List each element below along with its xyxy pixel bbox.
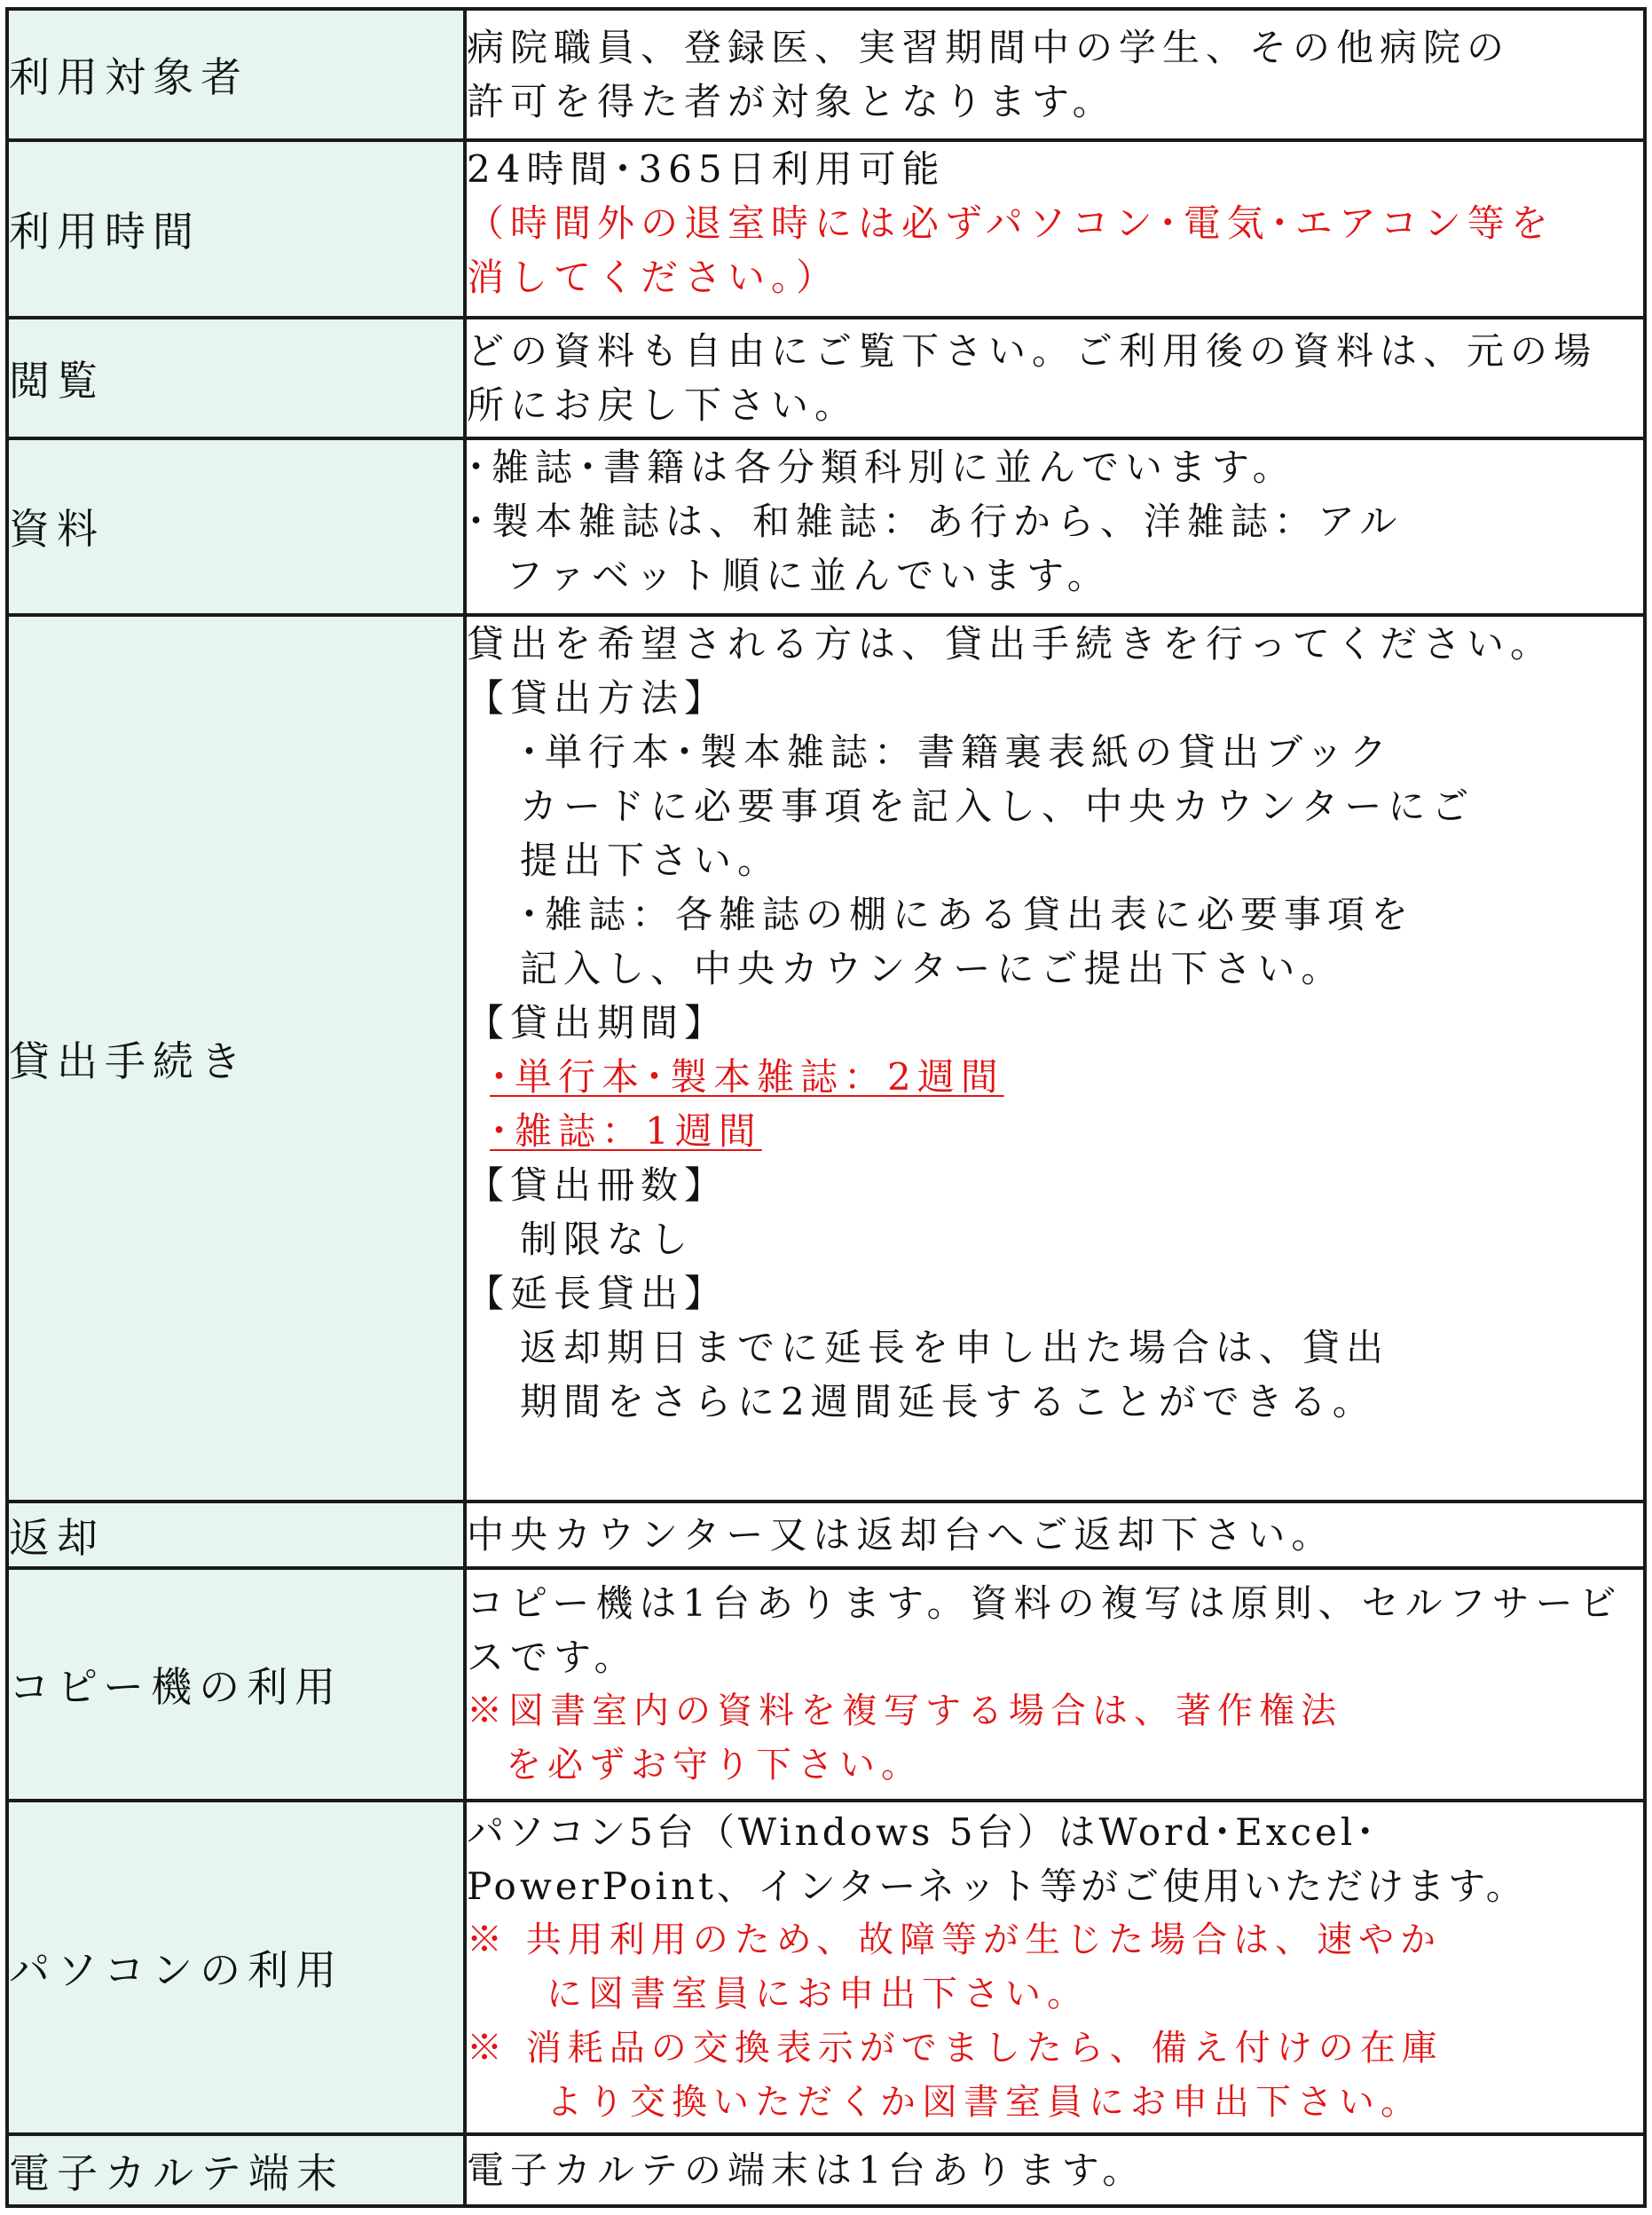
label-hours: 利用時間 <box>7 140 465 318</box>
content-hours <box>465 140 1645 318</box>
row-emr <box>7 2134 1645 2206</box>
content-loan <box>465 615 1645 1502</box>
reading-line-2: 所にお戻し下さい。 <box>467 382 859 427</box>
loan-method-line-3: 提出下さい。 <box>520 838 782 882</box>
content-return <box>465 1502 1645 1567</box>
row-copier <box>7 1568 1645 1801</box>
loan-count-heading: 【貸出冊数】 <box>467 1163 728 1207</box>
label-materials: 資料 <box>7 438 465 615</box>
content-emr <box>465 2134 1645 2206</box>
row-loan <box>7 615 1645 1502</box>
materials-line-3: ファベット順に並んでいます。 <box>506 553 1111 597</box>
loan-count-line: 制限なし <box>520 1217 695 1261</box>
pc-note2-line-1: ※ 消耗品の交換表示がでましたら、備え付けの在庫 <box>467 2028 1444 2069</box>
content-target <box>465 9 1645 140</box>
loan-period-line-2: ･雑誌：1週間 <box>490 1108 762 1153</box>
copier-note-line-2: を必ずお守り下さい。 <box>506 1745 923 1786</box>
loan-intro: 貸出を希望される方は、貸出手続きを行ってください。 <box>467 621 1554 666</box>
copier-note-line-1: ※図書室内の資料を複写する場合は、著作権法 <box>467 1691 1342 1732</box>
content-reading <box>465 318 1645 438</box>
row-return <box>7 1502 1645 1567</box>
pc-note1-line-2: に図書室員にお申出下さい。 <box>547 1974 1089 2015</box>
materials-line-1: ･雑誌･書籍は各分類科別に並んでいます。 <box>467 445 1296 489</box>
pc-line-1: パソコン5台（Windows 5台）はWord･Excel･ <box>467 1810 1379 1855</box>
return-text: 中央カウンター又は返却台へご返却下さい。 <box>467 1513 1335 1557</box>
label-return: 返却 <box>7 1502 465 1567</box>
row-reading <box>7 318 1645 438</box>
reading-line-1: どの資料も自由にご覧下さい。ご利用後の資料は、元の場 <box>467 328 1598 373</box>
loan-period-heading: 【貸出期間】 <box>467 1000 728 1044</box>
emr-text: 電子カルテの端末は1台あります。 <box>467 2148 1146 2193</box>
pc-line-2: PowerPoint、インターネット等がご使用いただけます。 <box>467 1864 1527 1909</box>
hours-note-line-1: （時間外の退室時には必ずパソコン･電気･エアコン等を <box>467 201 1554 245</box>
label-copier: コピー機の利用 <box>7 1568 465 1801</box>
label-target: 利用対象者 <box>7 9 465 140</box>
loan-extension-heading: 【延長貸出】 <box>467 1271 728 1315</box>
loan-method-heading: 【貸出方法】 <box>467 675 728 720</box>
loan-period-line-1: ･単行本･製本雑誌：2週間 <box>490 1054 1004 1099</box>
loan-method-line-1: ･単行本･製本雑誌：書籍裏表紙の貸出ブック <box>520 729 1394 774</box>
loan-extension-line-1: 返却期日までに延長を申し出た場合は、貸出 <box>520 1325 1390 1369</box>
label-emr: 電子カルテ端末 <box>7 2134 465 2206</box>
materials-line-2: ･製本雑誌は、和雑誌：あ行から、洋雑誌：アル <box>467 499 1404 543</box>
content-materials <box>465 438 1645 615</box>
hours-line-1: 24時間･365日利用可能 <box>467 146 946 191</box>
target-line-1: 病院職員、登録医、実習期間中の学生、その他病院の <box>467 25 1511 69</box>
hours-note-line-2: 消してください。） <box>467 255 840 299</box>
loan-extension-line-2: 期間をさらに2週間延長することができる。 <box>520 1379 1376 1423</box>
row-target <box>7 9 1645 140</box>
content-pc <box>465 1801 1645 2134</box>
content-copier <box>465 1568 1645 1801</box>
row-materials <box>7 438 1645 615</box>
target-line-2: 許可を得た者が対象となります。 <box>467 79 1116 123</box>
label-reading: 閲覧 <box>7 318 465 438</box>
library-rules-table <box>5 7 1647 2208</box>
loan-method-line-5: 記入し、中央カウンターにご提出下さい。 <box>520 946 1345 990</box>
pc-note2-line-2: より交換いただくか図書室員にお申出下さい。 <box>547 2082 1422 2124</box>
row-hours <box>7 140 1645 318</box>
loan-method-line-2: カードに必要事項を記入し、中央カウンターにご <box>520 784 1475 828</box>
label-pc: パソコンの利用 <box>7 1801 465 2134</box>
pc-note1-line-1: ※ 共用利用のため、故障等が生じた場合は、速やか <box>467 1919 1443 1961</box>
label-loan: 貸出手続き <box>7 615 465 1502</box>
copier-line-1: コピー機は1台あります。資料の複写は原則、セルフサービ <box>467 1581 1623 1626</box>
copier-line-2: スです。 <box>467 1636 638 1680</box>
row-pc <box>7 1801 1645 2134</box>
loan-period-line-1-wrap <box>467 1050 1643 1104</box>
loan-period-line-2-wrap <box>467 1104 1643 1158</box>
loan-method-line-4: ･雑誌：各雑誌の棚にある貸出表に必要事項を <box>520 892 1415 936</box>
